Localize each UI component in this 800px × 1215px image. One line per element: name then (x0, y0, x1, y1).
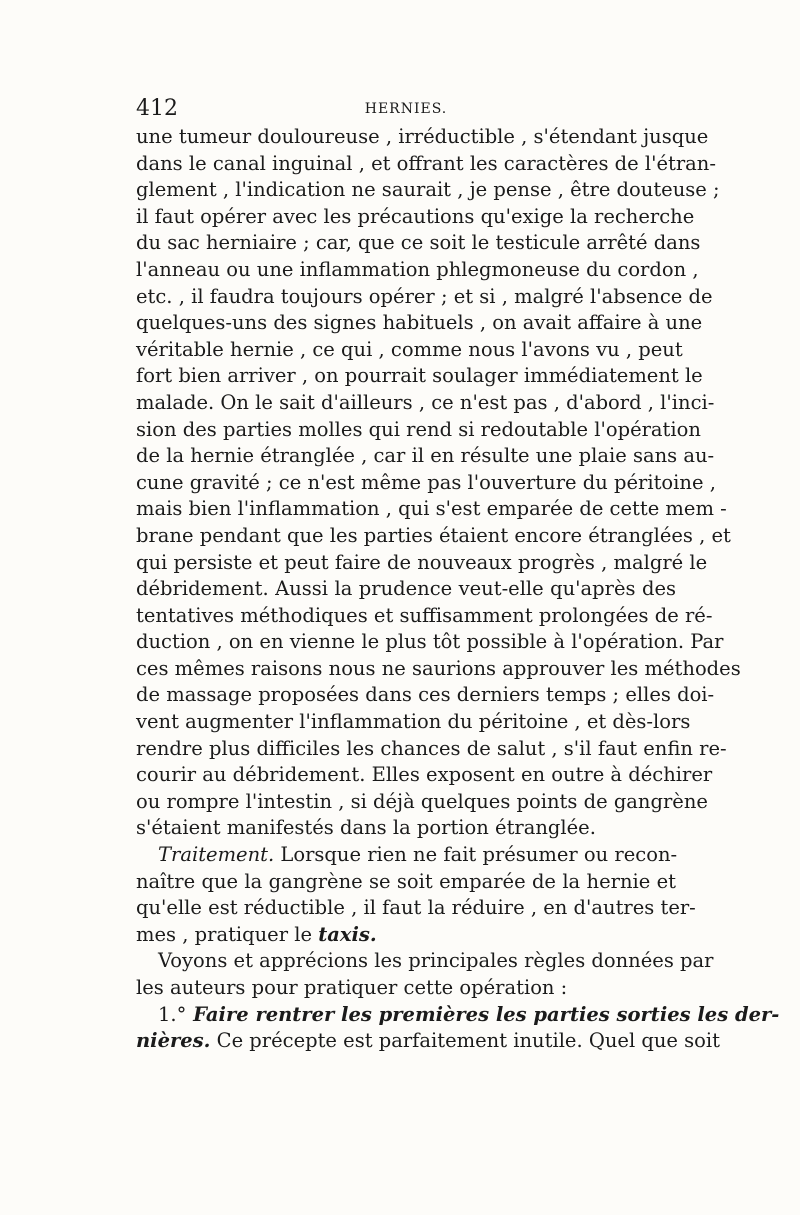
text-line: les auteurs pour pratiquer cette opération : (136, 976, 568, 999)
text-line: ces mêmes raisons nous ne saurions approuver les méthodes (136, 656, 741, 680)
section-label-traitement: Traitement. (158, 843, 275, 867)
rule-title-end: nières. (136, 1029, 211, 1053)
text-line: naître que la gangrène se soit emparée de la hernie et (136, 869, 676, 893)
text-line: qu'elle est réductible , il faut la réduire , en d'autres ter- (136, 896, 696, 920)
text-line: s'étaient manifestés dans la portion étranglée. (136, 816, 596, 840)
text-line: cune gravité ; ce n'est même pas l'ouverture du péritoine , (136, 470, 716, 494)
paragraph-indication (136, 124, 741, 842)
paragraph-traitement (136, 842, 696, 948)
text-line: de massage proposées dans ces derniers temps ; elles doi- (136, 683, 715, 707)
rule-title: Faire rentrer les premières les parties sorties les der- (186, 1002, 780, 1026)
text-line: duction , on en vienne le plus tôt possible à l'opération. Par (136, 630, 724, 654)
text-line: brane pendant que les parties étaient encore étranglées , et (136, 523, 731, 547)
page-header (136, 96, 676, 122)
text-line: qui persiste et peut faire de nouveaux progrès , malgré le (136, 550, 708, 574)
text-line: courir au débridement. Elles exposent en outre à déchirer (136, 763, 713, 787)
text-line: nières. Ce précepte est parfaitement inutile. Quel que soit (136, 1029, 720, 1053)
text-line: quelques-uns des signes habituels , on avait affaire à une (136, 311, 703, 335)
text-line: glement , l'indication ne saurait , je pense , être douteuse ; (136, 178, 720, 202)
text-line: mais bien l'inflammation , qui s'est emparée de cette mem - (136, 497, 727, 521)
term-taxis: taxis. (318, 922, 377, 946)
text-line: etc. , il faudra toujours opérer ; et si , malgré l'absence de (136, 284, 713, 308)
text-line: mes , pratiquer le taxis. (136, 922, 377, 946)
text-line: une tumeur douloureuse , irréductible , s'étendant jusque (136, 125, 709, 148)
text-line (136, 1002, 780, 1029)
text-line: l'anneau ou une inflammation phlegmoneuse du cordon , (136, 257, 699, 281)
text-line: vent augmenter l'inflammation du péritoine , et dès-lors (136, 710, 691, 734)
running-title: HERNIES. (364, 101, 448, 117)
text-line: de la hernie étranglée , car il en résulte une plaie sans au- (136, 444, 715, 468)
text-line: sion des parties molles qui rend si redoutable l'opération (136, 417, 701, 441)
text-line: rendre plus difficiles les chances de salut , s'il faut enfin re- (136, 736, 727, 760)
text-line: tentatives méthodiques et suffisamment prolongées de ré- (136, 603, 713, 627)
text-line: il faut opérer avec les précautions qu'exige la recherche (136, 204, 695, 228)
rule-number: 1.° (158, 1002, 187, 1026)
page-number: 412 (136, 96, 178, 121)
text-line: ou rompre l'intestin , si déjà quelques points de gangrène (136, 789, 708, 813)
text-line: malade. On le sait d'ailleurs , ce n'est pas , d'abord , l'inci- (136, 390, 715, 414)
paragraph-rule-1 (136, 1002, 780, 1055)
text-line: Traitement. Lorsque rien ne fait présumer ou recon- (158, 843, 678, 867)
text-line: Voyons et apprécions les principales règles données par (158, 949, 714, 973)
text-line: du sac herniaire ; car, que ce soit le testicule arrêté dans (136, 231, 701, 255)
text-line: fort bien arriver , on pourrait soulager immédiatement le (136, 364, 703, 388)
paragraph-voyons (136, 948, 714, 1001)
page-body (136, 124, 780, 1055)
text-line: dans le canal inguinal , et offrant les caractères de l'étran- (136, 151, 716, 175)
text-line: véritable hernie , ce qui , comme nous l'avons vu , peut (136, 337, 683, 361)
text-line: débridement. Aussi la prudence veut-elle qu'après des (136, 577, 676, 601)
